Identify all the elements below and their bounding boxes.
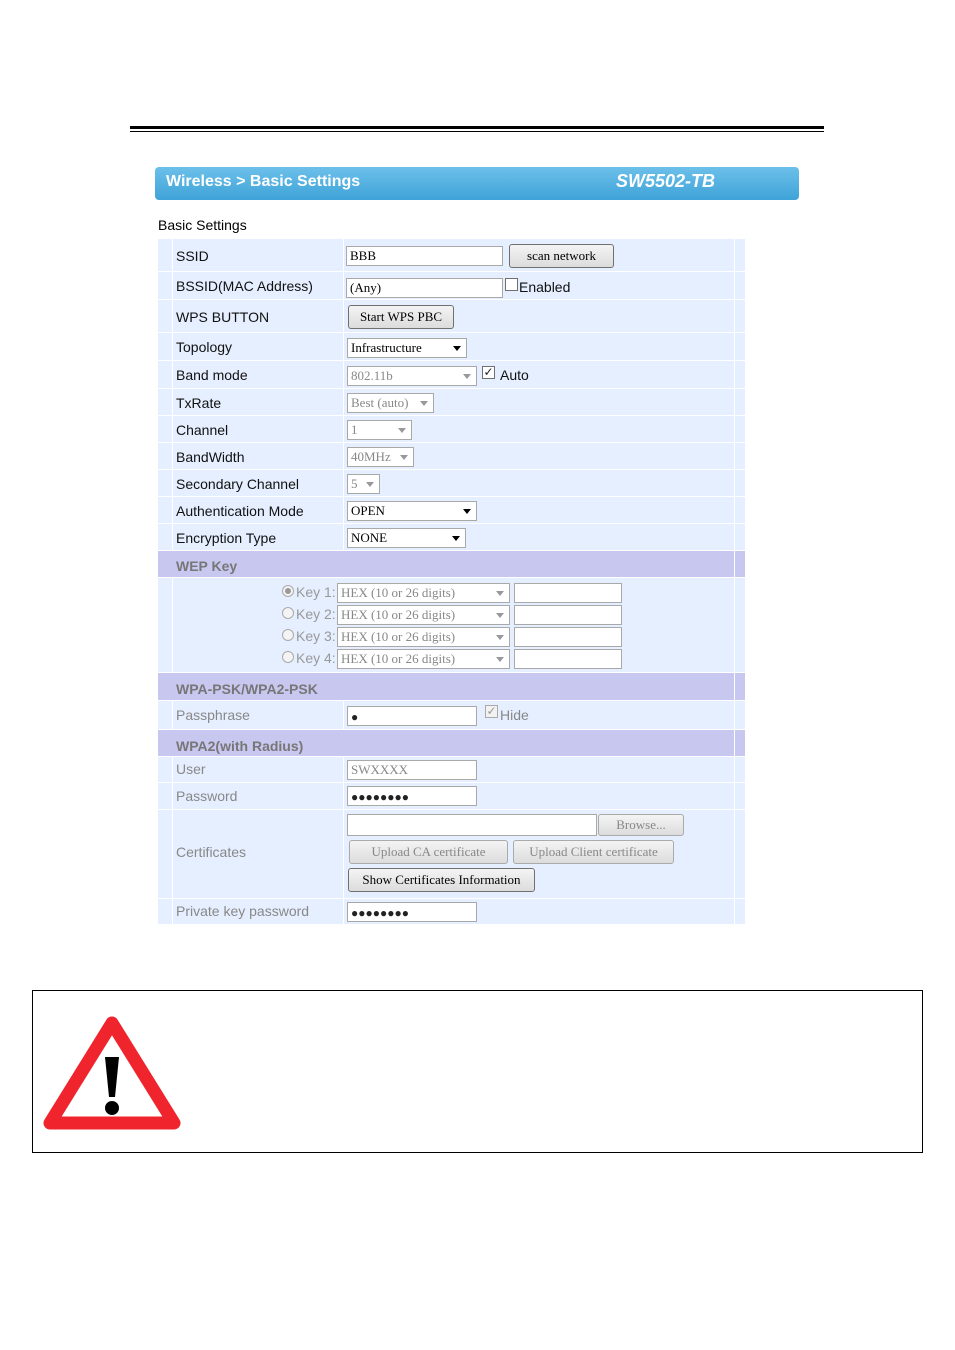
channel-row: [158, 415, 745, 442]
auth-mode-select[interactable]: [347, 501, 477, 521]
auth-mode-row: [158, 496, 745, 523]
auth-mode-label: Authentication Mode: [176, 503, 304, 519]
password-row: [158, 782, 745, 809]
chevron-down-icon: [366, 482, 374, 487]
key2-input[interactable]: [514, 605, 622, 625]
device-model: SW5502-TB: [615, 171, 715, 191]
page-header-banner: [155, 167, 799, 200]
user-row: [158, 756, 745, 782]
show-certificates-information-button[interactable]: Show Certificates Information: [348, 868, 535, 892]
passphrase-input[interactable]: [347, 706, 477, 726]
key3-radio[interactable]: [282, 629, 294, 641]
password-label: Password: [176, 788, 238, 804]
band-mode-row: [158, 360, 745, 388]
band-mode-label: Band mode: [176, 367, 248, 383]
certificates-label: Certificates: [176, 844, 247, 860]
key1-label: Key 1:: [296, 584, 336, 600]
auth-mode-value: OPEN: [351, 503, 385, 518]
key3-input[interactable]: [514, 627, 622, 647]
txrate-label: TxRate: [176, 395, 222, 411]
wps-row: [158, 299, 745, 332]
key3-format-value: HEX (10 or 26 digits): [341, 629, 456, 644]
private-key-input[interactable]: [347, 902, 477, 922]
ssid-input[interactable]: BBB: [346, 246, 503, 266]
ssid-label: SSID: [176, 248, 209, 264]
wep-key-title: WEP Key: [176, 558, 238, 574]
top-rule-thin: [130, 131, 824, 132]
bssid-row: [158, 271, 745, 299]
key4-input[interactable]: [514, 649, 622, 669]
private-key-row: [158, 898, 745, 924]
encryption-value: NONE: [351, 530, 388, 545]
encryption-label: Encryption Type: [176, 530, 277, 546]
breadcrumb: Wireless > Basic Settings: [166, 173, 361, 190]
passphrase-label: Passphrase: [176, 707, 250, 723]
password-input[interactable]: [347, 786, 477, 806]
secondary-channel-row: [158, 469, 745, 496]
key4-radio[interactable]: [282, 651, 294, 663]
band-mode-select[interactable]: [347, 366, 477, 386]
key3-format-select[interactable]: [337, 627, 510, 647]
key2-radio[interactable]: [282, 607, 294, 619]
secondary-channel-label: Secondary Channel: [176, 476, 299, 492]
key1-format-select[interactable]: [337, 583, 510, 603]
bandwidth-select[interactable]: [347, 447, 414, 467]
chevron-down-icon: [453, 346, 461, 351]
topology-value: Infrastructure: [351, 340, 422, 355]
wep-key-header: [158, 550, 745, 577]
chevron-down-icon: [496, 657, 504, 662]
key2-format-select[interactable]: [337, 605, 510, 625]
top-rule: [130, 126, 824, 129]
chevron-down-icon: [496, 613, 504, 618]
password-mask: ●●●●●●●●: [351, 790, 409, 804]
upload-ca-certificate-button[interactable]: Upload CA certificate: [349, 840, 508, 864]
hide-checkbox[interactable]: ✓: [486, 704, 497, 718]
settings-table: [158, 238, 745, 924]
topology-label: Topology: [176, 339, 233, 355]
channel-value: 1: [351, 422, 358, 437]
chevron-down-icon: [398, 428, 406, 433]
band-mode-value: 802.11b: [351, 368, 393, 383]
bandwidth-label: BandWidth: [176, 449, 245, 465]
certificate-file-input[interactable]: [347, 814, 597, 836]
private-key-label: Private key password: [176, 903, 310, 919]
chevron-down-icon: [463, 374, 471, 379]
bssid-enabled-label: Enabled: [519, 279, 571, 295]
chevron-down-icon: [463, 509, 471, 514]
chevron-down-icon: [420, 401, 428, 406]
topology-row: [158, 332, 745, 360]
channel-select[interactable]: [347, 420, 412, 440]
chevron-down-icon: [452, 536, 460, 541]
topology-select[interactable]: [347, 338, 467, 358]
upload-client-certificate-button[interactable]: Upload Client certificate: [513, 840, 674, 864]
browse-button[interactable]: Browse...: [598, 814, 684, 836]
band-mode-auto-label: Auto: [500, 367, 529, 383]
start-wps-pbc-button[interactable]: Start WPS PBC: [348, 305, 454, 329]
private-key-mask: ●●●●●●●●: [351, 906, 409, 920]
bssid-input[interactable]: (Any): [346, 278, 503, 298]
key4-label: Key 4:: [296, 650, 336, 666]
band-mode-auto-checkbox[interactable]: ✓: [483, 365, 494, 379]
encryption-row: [158, 523, 745, 550]
key4-format-value: HEX (10 or 26 digits): [341, 651, 456, 666]
hide-label: Hide: [500, 707, 529, 723]
channel-label: Channel: [176, 422, 229, 438]
passphrase-row: [158, 700, 745, 729]
key1-radio[interactable]: [282, 585, 294, 597]
txrate-select[interactable]: [347, 393, 434, 413]
txrate-value: Best (auto): [351, 395, 409, 410]
chevron-down-icon: [496, 591, 504, 596]
encryption-select[interactable]: [347, 528, 466, 548]
key1-input[interactable]: [514, 583, 622, 603]
key4-format-select[interactable]: [337, 649, 510, 669]
key2-format-value: HEX (10 or 26 digits): [341, 607, 456, 622]
bssid-label: BSSID(MAC Address): [176, 278, 313, 294]
secondary-channel-select[interactable]: [347, 474, 380, 494]
txrate-row: [158, 388, 745, 415]
key3-label: Key 3:: [296, 628, 336, 644]
warning-triangle-icon: [42, 1015, 182, 1131]
key2-label: Key 2:: [296, 606, 336, 622]
bandwidth-value: 40MHz: [351, 449, 391, 464]
section-title: Basic Settings: [158, 217, 247, 233]
bandwidth-row: [158, 442, 745, 469]
user-label: User: [176, 761, 206, 777]
ssid-row: [158, 238, 745, 271]
user-input[interactable]: SWXXXX: [347, 760, 477, 780]
passphrase-mask: ●: [351, 710, 359, 724]
wps-label: WPS BUTTON: [176, 309, 270, 325]
scan-network-button[interactable]: scan network: [509, 244, 614, 268]
bssid-enabled-checkbox[interactable]: [505, 278, 518, 291]
wep-keys-block: [158, 577, 745, 672]
wpa2-radius-title: WPA2(with Radius): [176, 738, 304, 754]
wpa2-radius-header: [158, 729, 745, 756]
chevron-down-icon: [496, 635, 504, 640]
secondary-channel-value: 5: [351, 476, 358, 491]
wpa-psk-header: [158, 672, 745, 700]
key1-format-value: HEX (10 or 26 digits): [341, 585, 456, 600]
chevron-down-icon: [400, 455, 408, 460]
certificates-row: [158, 809, 745, 898]
wpa-psk-title: WPA-PSK/WPA2-PSK: [176, 681, 318, 697]
warning-box: [32, 990, 923, 1153]
